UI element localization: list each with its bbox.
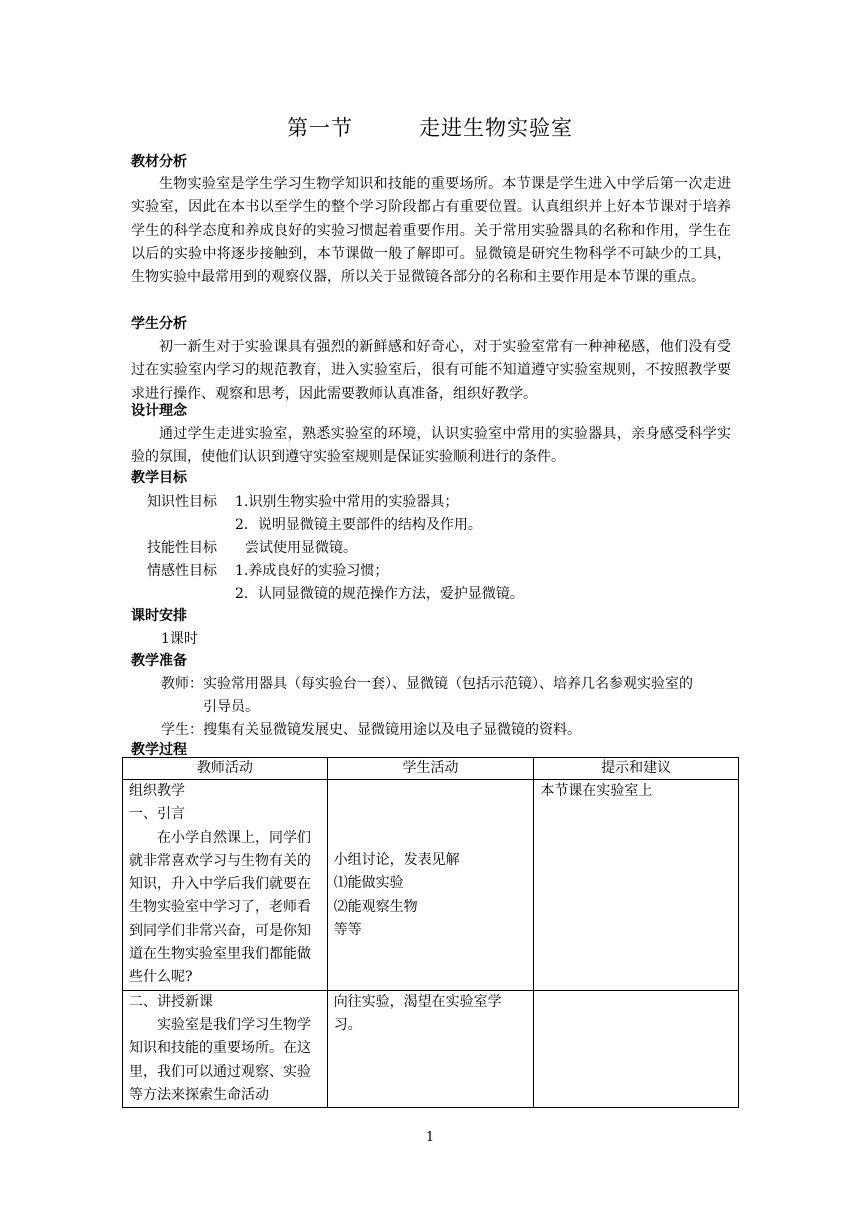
- schedule-text: 1课时: [161, 631, 198, 647]
- table-row: [123, 780, 739, 991]
- row1-teacher-line1: 组织教学: [129, 783, 185, 799]
- row1-student-cell: [327, 780, 534, 991]
- row2-student-text: 向往实验，渴望在实验室学习。: [333, 993, 502, 1033]
- heading-prep: 教学准备: [131, 653, 187, 669]
- prep-teacher-line2: 引导员。: [203, 699, 259, 715]
- row2-teacher-cell: [123, 990, 328, 1107]
- title-section-number: 第一节: [287, 116, 353, 140]
- para-material: 生物实验室是学生学习生物学知识和技能的重要场所。本节课是学生进入中学后第一次走进实验室，因此在本书以至学生的整个学习阶段都占有重要位置。认真组织并上好本节课对于培养学生的科学态度和养成良好的实验习惯起着重要作用。关于常用实验器具的名称和作用，学生在以后的实验中将逐步接触到，本节课做一般了解即可。显微镜是研究生物科学不可缺少的工具，生物实验中最常用到的观察仪器，所以关于显微镜各部分的名称和主要作用是本节课的重点。: [131, 176, 731, 286]
- row1-student-line4: 等等: [333, 921, 362, 938]
- row1-student-line1: 小组讨论，发表见解: [333, 852, 460, 868]
- heading-schedule: 课时安排: [131, 608, 187, 624]
- page-number: 1: [425, 1130, 435, 1145]
- row1-teacher-para: 在小学自然课上，同学们就非常喜欢学习与生物有关的知识，升入中学后我们就要在生物实验室中学习了，老师看到同学们非常兴奋，可是你知道在生物实验室里我们都能做些什么呢?: [129, 829, 311, 986]
- heading-process: 教学过程: [131, 742, 187, 758]
- para-student: 初一新生对于实验课具有强烈的新鲜感和好奇心，对于实验室常有一种神秘感，他们没有受过在实验室内学习的规范教育，进入实验室后，很有可能不知道遵守实验室规则，不按照教学要求进行操作、观察和思考，因此需要教师认真准备，组织好教学。: [131, 339, 731, 402]
- table-header-tips: 提示和建议: [534, 758, 739, 780]
- table-header-teacher: 教师活动: [123, 758, 328, 780]
- row1-student-line2: ⑴能做实验: [333, 875, 404, 892]
- table-row: [123, 990, 739, 1107]
- title-section-name: 走进生物实验室: [419, 116, 573, 140]
- goal-knowledge-2: 2．说明显微镜主要部件的结构及作用。: [235, 517, 482, 533]
- goal-emotion-1: 1.养成良好的实验习惯；: [235, 563, 389, 579]
- row1-tip: 本节课在实验室上: [540, 783, 653, 799]
- goal-knowledge-1: 1.识别生物实验中常用的实验器具；: [235, 494, 459, 510]
- table-header-row: [123, 758, 739, 780]
- row2-tips-cell: [534, 990, 739, 1107]
- row1-tips-cell: [534, 780, 739, 991]
- heading-design: 设计理念: [131, 403, 187, 419]
- goal-emotion-2: 2．认同显微镜的规范操作方法，爱护显微镜。: [235, 586, 524, 602]
- row2-teacher-line1: 二、讲授新课: [129, 993, 213, 1010]
- heading-student: 学生分析: [131, 316, 187, 332]
- goal-skill-label: 技能性目标: [147, 540, 217, 556]
- prep-teacher-label: 教师：: [161, 676, 203, 692]
- para-design: 通过学生走进实验室，熟悉实验室的环境，认识实验室中常用的实验器具，亲身感受科学实验的氛围，使他们认识到遵守实验室规则是保证实验顺利进行的条件。: [131, 426, 731, 466]
- row1-teacher-cell: [123, 780, 328, 991]
- goal-emotion-label: 情感性目标: [147, 563, 217, 579]
- prep-student-label: 学生：: [161, 722, 203, 738]
- row1-student-line3: ⑵能观察生物: [333, 898, 418, 915]
- goal-skill-1: 尝试使用显微镜。: [245, 540, 357, 556]
- row2-teacher-para: 实验室是我们学习生物学知识和技能的重要场所。在这里，我们可以通过观察、实验等方法来探索生命活动: [129, 1016, 311, 1103]
- process-table: [122, 757, 739, 1108]
- heading-goals: 教学目标: [131, 470, 187, 486]
- heading-material: 教材分析: [131, 154, 187, 170]
- row2-student-cell: [327, 990, 534, 1107]
- prep-teacher-line1: 实验常用器具（每实验台一套）、显微镜（包括示范镜）、培养几名参观实验室的: [203, 676, 693, 692]
- page-title: [0, 112, 860, 142]
- table-header-student: 学生活动: [327, 758, 534, 780]
- row1-teacher-line2: 一、引言: [129, 806, 185, 823]
- goal-knowledge-label: 知识性目标: [147, 494, 217, 510]
- prep-student-text: 搜集有关显微镜发展史、显微镜用途以及电子显微镜的资料。: [203, 722, 581, 738]
